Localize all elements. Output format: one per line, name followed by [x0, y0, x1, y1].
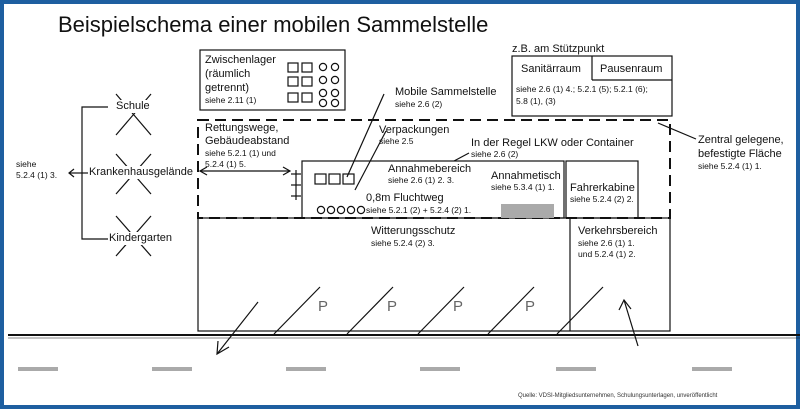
kindergarten-label: Kindergarten [109, 232, 172, 244]
fluchtweg-ref: siehe 5.2.1 (2) + 5.2.4 (2) 1. [366, 205, 472, 215]
fahrerkabine-ref: siehe 5.2.4 (2) 2. [570, 194, 634, 204]
schule-label: Schule [116, 100, 150, 112]
verkehrsbereich-label: Verkehrsbereich [578, 225, 658, 237]
left-ref: 5.2.4 (1) 3. [16, 170, 58, 180]
storage-square-icon [302, 63, 312, 72]
annahmetisch-ref: siehe 5.3.4 (1) 1. [491, 182, 555, 192]
annahmetisch-table [501, 204, 554, 218]
storage-circle-icon [331, 76, 338, 83]
exit-arrow-icon [217, 302, 258, 354]
storage-circle-icon [319, 89, 326, 96]
annahmebereich-ref: siehe 2.6 (1) 2. 3. [388, 175, 455, 185]
source-note: Quelle: VDSI-Mitgliedsunternehmen, Schulungsunterlagen, unveröffentlicht [518, 393, 718, 399]
fluchtweg-label: 0,8m Fluchtweg [366, 192, 444, 204]
rettungswege-label: Gebäudeabstand [205, 135, 290, 147]
rettungswege-ref: 5.2.4 (1) 5. [205, 159, 247, 169]
mobile-sammelstelle-ref: siehe 2.6 (2) [395, 99, 443, 109]
annahmebereich-label: Annahmebereich [388, 163, 472, 175]
stuetzpunkt-caption: z.B. am Stützpunkt [512, 43, 605, 55]
zwischenlager-label: Zwischenlager [205, 54, 276, 66]
annahmetisch-label: Annahmetisch [491, 170, 561, 182]
storage-circle-icon [319, 63, 326, 70]
sanitaerraum-label: Sanitärraum [521, 63, 581, 75]
verkehrsbereich-ref: siehe 2.6 (1) 1. [578, 238, 635, 248]
storage-circle-icon [319, 99, 326, 106]
krankenhaus-label: Krankenhausgelände [89, 166, 193, 178]
mobile-sammelstelle-label: Mobile Sammelstelle [395, 86, 497, 98]
rettungswege-label: Rettungswege, [205, 122, 279, 134]
storage-square-icon [302, 77, 312, 86]
parking-label: P [525, 298, 536, 315]
parking-label: P [387, 298, 398, 315]
stuetzpunkt-ref: 5.8 (1), (3) [516, 96, 556, 106]
pausenraum-label: Pausenraum [600, 63, 663, 75]
verkehrsbereich-ref: und 5.2.4 (1) 2. [578, 249, 636, 259]
zwischenlager-ref: siehe 2.11 (1) [205, 95, 257, 105]
page-title: Beispielschema einer mobilen Sammelstelle [58, 12, 489, 37]
storage-circle-icon [319, 76, 326, 83]
zentral-label: Zentral gelegene, [698, 134, 784, 146]
witterungsschutz-ref: siehe 5.2.4 (2) 3. [371, 238, 435, 248]
storage-square-icon [288, 93, 298, 102]
lkw-ref: siehe 2.6 (2) [471, 149, 519, 159]
rettungswege-ref: siehe 5.2.1 (1) und [205, 148, 276, 158]
left-ref: siehe [16, 159, 37, 169]
lkw-label: In der Regel LKW oder Container [471, 137, 634, 149]
fahrerkabine-label: Fahrerkabine [570, 182, 635, 194]
storage-circle-icon [331, 99, 338, 106]
zentral-ref: siehe 5.2.4 (1) 1. [698, 161, 762, 171]
storage-square-icon [288, 77, 298, 86]
entry-arrow-icon [624, 300, 638, 346]
storage-square-icon [288, 63, 298, 72]
verpackungen-label: Verpackungen [379, 124, 450, 136]
parking-label: P [318, 298, 329, 315]
zentral-label: befestigte Fläche [698, 148, 782, 160]
stuetzpunkt-ref: siehe 2.6 (1) 4.; 5.2.1 (5); 5.2.1 (6); [516, 84, 648, 94]
witterungsschutz-label: Witterungsschutz [371, 225, 456, 237]
storage-square-icon [302, 93, 312, 102]
verpackungen-ref: siehe 2.5 [379, 136, 414, 146]
storage-circle-icon [331, 89, 338, 96]
parking-label: P [453, 298, 464, 315]
storage-circle-icon [331, 63, 338, 70]
zwischenlager-label: (räumlich [205, 68, 251, 80]
zwischenlager-label: getrennt) [205, 82, 250, 94]
